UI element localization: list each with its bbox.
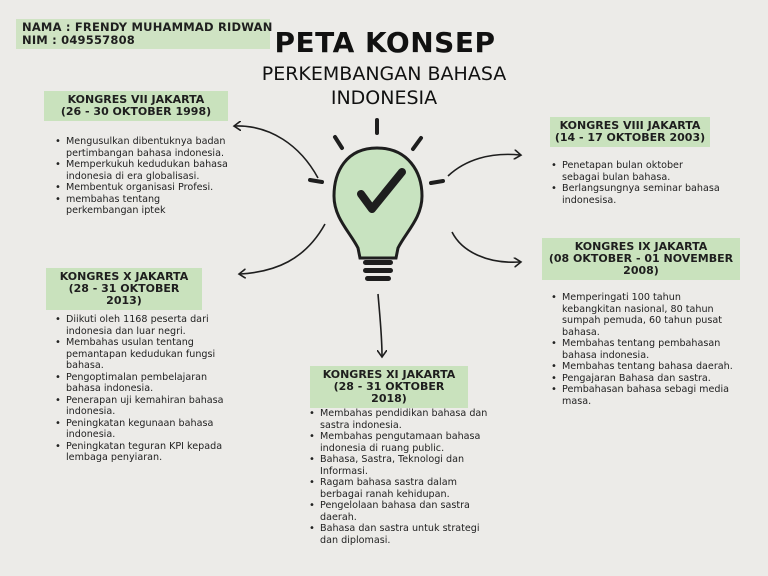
kongres-xi-points bbox=[306, 408, 500, 546]
kongres-x-date: (28 - 31 OKTOBER 2013) bbox=[68, 282, 180, 307]
kongres-ix-title: KONGRES IX JAKARTA bbox=[574, 240, 708, 253]
kongres-vii-points bbox=[52, 136, 228, 217]
list-item: • Bahasa dan sastra untuk strategi dan diplomasi. bbox=[320, 523, 500, 546]
list-item: • Pengelolaan bahasa dan sastra daerah. bbox=[320, 500, 500, 523]
list-item: • Mengusulkan dibentuknya badan pertimbangan bahasa indonesia. bbox=[66, 136, 228, 159]
lightbulb-check-icon bbox=[310, 120, 443, 281]
list-item: • Pengajaran Bahasa dan sastra. bbox=[562, 373, 738, 385]
list-item: • Membahas pengutamaan bahasa indonesia di ruang public. bbox=[320, 431, 500, 454]
list-item: • Berlangsungnya seminar bahasa indonesisa. bbox=[562, 183, 722, 206]
list-item: • Memperkukuh kedudukan bahasa indonesia di era globalisasi. bbox=[66, 159, 228, 182]
kongres-viii-label bbox=[550, 117, 710, 147]
kongres-ix-label bbox=[542, 238, 740, 280]
kongres-vii-label bbox=[44, 91, 228, 121]
arrow-to-kongres-ix bbox=[452, 232, 520, 262]
kongres-vii-title: KONGRES VII JAKARTA bbox=[67, 93, 205, 106]
arrow-to-kongres-vii bbox=[235, 126, 318, 178]
list-item: • Pembahasan bahasa sebagi media masa. bbox=[562, 384, 738, 407]
student-nim: NIM : 049557808 bbox=[22, 33, 135, 47]
subtitle-line-1: PERKEMBANGAN BAHASA bbox=[261, 63, 507, 85]
kongres-vii-date: (26 - 30 OKTOBER 1998) bbox=[60, 105, 212, 118]
list-item: • Peningkatan teguran KPI kepada lembaga penyiaran. bbox=[66, 441, 238, 464]
kongres-x-title: KONGRES X JAKARTA bbox=[59, 270, 189, 283]
kongres-ix-points bbox=[548, 292, 738, 407]
subtitle-line-2: INDONESIA bbox=[330, 87, 438, 109]
page-title: PETA KONSEP bbox=[274, 26, 496, 59]
kongres-viii-date: (14 - 17 OKTOBER 2003) bbox=[554, 131, 706, 144]
list-item: • Membahas tentang pembahasan bahasa indonesia. bbox=[562, 338, 738, 361]
list-item: • Penetapan bulan oktober sebagai bulan bahasa. bbox=[562, 160, 722, 183]
kongres-ix-date: (08 OKTOBER - 01 NOVEMBER 2008) bbox=[548, 252, 734, 277]
list-item: • Ragam bahasa sastra dalam berbagai ranah kehidupan. bbox=[320, 477, 500, 500]
list-item: • Memperingati 100 tahun kebangkitan nasional, 80 tahun sumpah pemuda, 60 tahun pusat bahasa. bbox=[562, 292, 738, 338]
list-item: • Membentuk organisasi Profesi. bbox=[66, 182, 228, 194]
list-item: • Pengoptimalan pembelajaran bahasa indonesia. bbox=[66, 372, 238, 395]
list-item: • Bahasa, Sastra, Teknologi dan Informasi. bbox=[320, 454, 500, 477]
student-name: NAMA : FRENDY MUHAMMAD RIDWAN bbox=[22, 20, 273, 34]
list-item: • membahas tentang perkembangan iptek bbox=[66, 194, 228, 217]
list-item: • Peningkatan kegunaan bahasa indonesia. bbox=[66, 418, 238, 441]
kongres-viii-title: KONGRES VIII JAKARTA bbox=[559, 119, 701, 132]
kongres-xi-label bbox=[310, 366, 468, 408]
kongres-xi-title: KONGRES XI JAKARTA bbox=[322, 368, 456, 381]
list-item: • Penerapan uji kemahiran bahasa indonesia. bbox=[66, 395, 238, 418]
arrow-to-kongres-x bbox=[240, 224, 325, 274]
arrow-to-kongres-xi bbox=[378, 294, 382, 356]
list-item: • Membahas tentang bahasa daerah. bbox=[562, 361, 738, 373]
list-item: • Diikuti oleh 1168 peserta dari indonesia dan luar negri. bbox=[66, 314, 238, 337]
list-item: • Membahas pendidikan bahasa dan sastra indonesia. bbox=[320, 408, 500, 431]
kongres-viii-points bbox=[548, 160, 722, 206]
arrow-to-kongres-viii bbox=[448, 154, 520, 176]
kongres-x-points bbox=[52, 314, 238, 464]
kongres-xi-date: (28 - 31 OKTOBER 2018) bbox=[333, 380, 445, 405]
list-item: • Membahas usulan tentang pemantapan kedudukan fungsi bahasa. bbox=[66, 337, 238, 372]
kongres-x-label bbox=[46, 268, 202, 310]
